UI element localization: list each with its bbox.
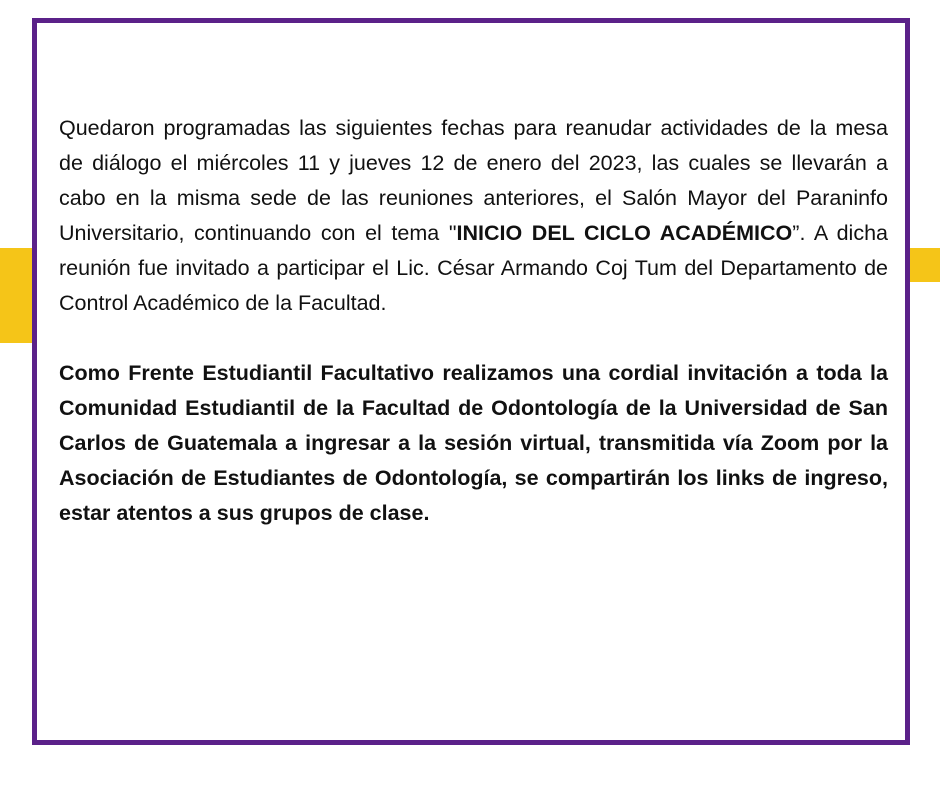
announcement-text-end: ”. A dicha reunión fue invitado a participar el Lic. César Armando Coj Tum del Departamento de Control Académico de la Facultad. [59, 221, 888, 315]
left-yellow-accent [0, 248, 34, 343]
announcement-paragraph [59, 111, 888, 321]
announcement-text-start: Quedaron programadas las siguientes fechas para reanudar actividades de la mesa de diálogo el miércoles 11 y jueves 12 de enero del 2023, las cuales se llevarán a cabo en la misma sede de las reuniones anteriores, el Salón Mayor del Paraninfo Universitario, continuando con el tema " [59, 116, 888, 245]
document-frame [32, 18, 910, 745]
document-body [59, 111, 888, 531]
right-yellow-accent [906, 248, 940, 282]
paragraph-spacer [59, 321, 888, 356]
topic-title: INICIO DEL CICLO ACADÉMICO [456, 221, 793, 245]
invitation-paragraph: Como Frente Estudiantil Facultativo realizamos una cordial invitación a toda la Comunidad Estudiantil de la Facultad de Odontología de la Universidad de San Carlos de Guatemala a ingresar a la sesión virtual, transmitida vía Zoom por la Asociación de Estudiantes de Odontología, se compartirán los links de ingreso, estar atentos a sus grupos de clase. [59, 361, 888, 525]
